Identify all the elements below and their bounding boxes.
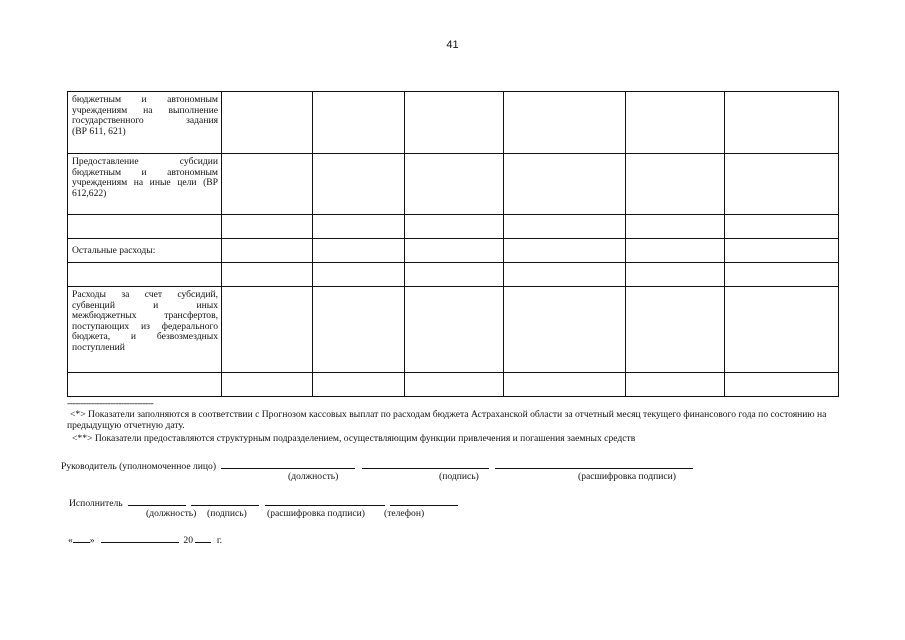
table-cell (626, 215, 725, 239)
executor-position-line[interactable] (128, 495, 186, 506)
date-close-quote: » (89, 535, 95, 546)
row-label-line: Расходы за счет субсидий, (72, 289, 218, 300)
head-position-caption: (должность) (288, 471, 339, 482)
table-cell (504, 373, 626, 397)
head-signature-line[interactable] (362, 458, 489, 469)
table-cell (504, 263, 626, 287)
executor-position-caption: (должность) (146, 508, 197, 519)
table-cell (313, 239, 405, 263)
table-cell (313, 287, 405, 373)
row-label (68, 287, 222, 373)
table-cell (222, 239, 313, 263)
footnote-1: <*> Показатели заполняются в соответствии с Прогнозом кассовых выплат по расходам бюджета Астраханской области за отчетный месяц текущего финансового года по состоянию на предыдущую отчетную дату. (67, 409, 827, 431)
head-decoding-caption: (расшифровка подписи) (578, 471, 676, 482)
row-label-line: государственного задания (72, 115, 218, 127)
table-cell (313, 154, 405, 215)
page-number: 41 (446, 39, 459, 51)
table-row (68, 287, 839, 373)
table-cell (626, 92, 725, 154)
table-cell (405, 215, 504, 239)
table-row (68, 154, 839, 215)
table-cell (405, 263, 504, 287)
table-cell (626, 263, 725, 287)
table-cell (313, 215, 405, 239)
row-label (68, 215, 222, 239)
table-cell (626, 154, 725, 215)
table-cell (725, 239, 839, 263)
table-row (68, 239, 839, 263)
date-open-quote: « (68, 535, 73, 546)
table-cell (725, 92, 839, 154)
table-cell (725, 263, 839, 287)
date-day-line[interactable] (73, 532, 90, 543)
table-cell (725, 373, 839, 397)
table-cell (405, 373, 504, 397)
table-cell (405, 287, 504, 373)
table-cell (504, 92, 626, 154)
table-cell (313, 373, 405, 397)
row-label (68, 239, 222, 263)
table-row (68, 92, 839, 154)
executor-signature-caption: (подпись) (207, 508, 247, 519)
date-year-prefix: 20 (183, 535, 193, 546)
table-cell (222, 92, 313, 154)
executor-decoding-caption: (расшифровка подписи) (267, 508, 365, 519)
row-label-line: бюджета, и безвозмездных (72, 331, 218, 343)
row-label (68, 373, 222, 397)
row-label-line: 612,622) (72, 187, 107, 199)
row-label-line: учреждениям на иные цели (ВР (72, 177, 218, 189)
executor-signature-row (69, 495, 458, 509)
table-cell (313, 92, 405, 154)
report-table (67, 91, 839, 397)
date-suffix: г. (216, 535, 223, 546)
date-row (68, 532, 222, 546)
table-cell (405, 92, 504, 154)
row-label-line: (ВР 611, 621) (72, 125, 126, 137)
table-cell (504, 154, 626, 215)
date-year-line[interactable] (195, 532, 211, 543)
table-cell (222, 154, 313, 215)
table-cell (222, 215, 313, 239)
footnote-rule: -------------------------------- (67, 398, 154, 409)
table-row (68, 215, 839, 239)
row-label (68, 92, 222, 154)
table-cell (313, 263, 405, 287)
table-cell (405, 154, 504, 215)
executor-label: Исполнитель (69, 498, 123, 509)
row-label-line: межбюджетных трансфертов, (72, 310, 218, 322)
footnote-2: <**> Показатели предоставляются структурным подразделением, осуществляющим функции привлечения и погашения заемных средств (72, 433, 636, 444)
table-cell (222, 287, 313, 373)
head-decoding-line[interactable] (495, 458, 693, 469)
row-label-line: Предоставление субсидии (72, 156, 218, 167)
footnotes (67, 398, 847, 444)
row-label-line: бюджетным и автономным (72, 94, 218, 105)
row-label (68, 263, 222, 287)
table-cell (626, 239, 725, 263)
head-label: Руководитель (уполномоченное лицо) (61, 461, 217, 472)
table-cell (504, 287, 626, 373)
executor-phone-line[interactable] (390, 495, 458, 506)
table-cell (222, 263, 313, 287)
row-label-line: поступающих из федерального (72, 320, 218, 332)
head-position-line[interactable] (221, 458, 355, 469)
table-cell (626, 287, 725, 373)
date-month-line[interactable] (101, 532, 179, 543)
row-label-line: учреждениям на выполнение (72, 104, 218, 116)
table-row (68, 263, 839, 287)
table-cell (222, 373, 313, 397)
table-cell (504, 215, 626, 239)
table-row (68, 373, 839, 397)
head-signature-row (61, 458, 693, 472)
head-signature-caption: (подпись) (439, 471, 479, 482)
executor-phone-caption: (телефон) (384, 508, 425, 519)
executor-decoding-line[interactable] (265, 495, 385, 506)
row-label-line: субвенций и иных (72, 299, 218, 311)
row-label-line: Остальные расходы: (72, 244, 156, 256)
row-label-line: поступлений (72, 341, 125, 353)
table-cell (725, 215, 839, 239)
row-label-line: бюджетным и автономным (72, 166, 218, 178)
table-cell (626, 373, 725, 397)
table-cell (504, 239, 626, 263)
row-label (68, 154, 222, 215)
table-cell (725, 287, 839, 373)
table-cell (405, 239, 504, 263)
table-cell (725, 154, 839, 215)
executor-signature-line[interactable] (191, 495, 259, 506)
